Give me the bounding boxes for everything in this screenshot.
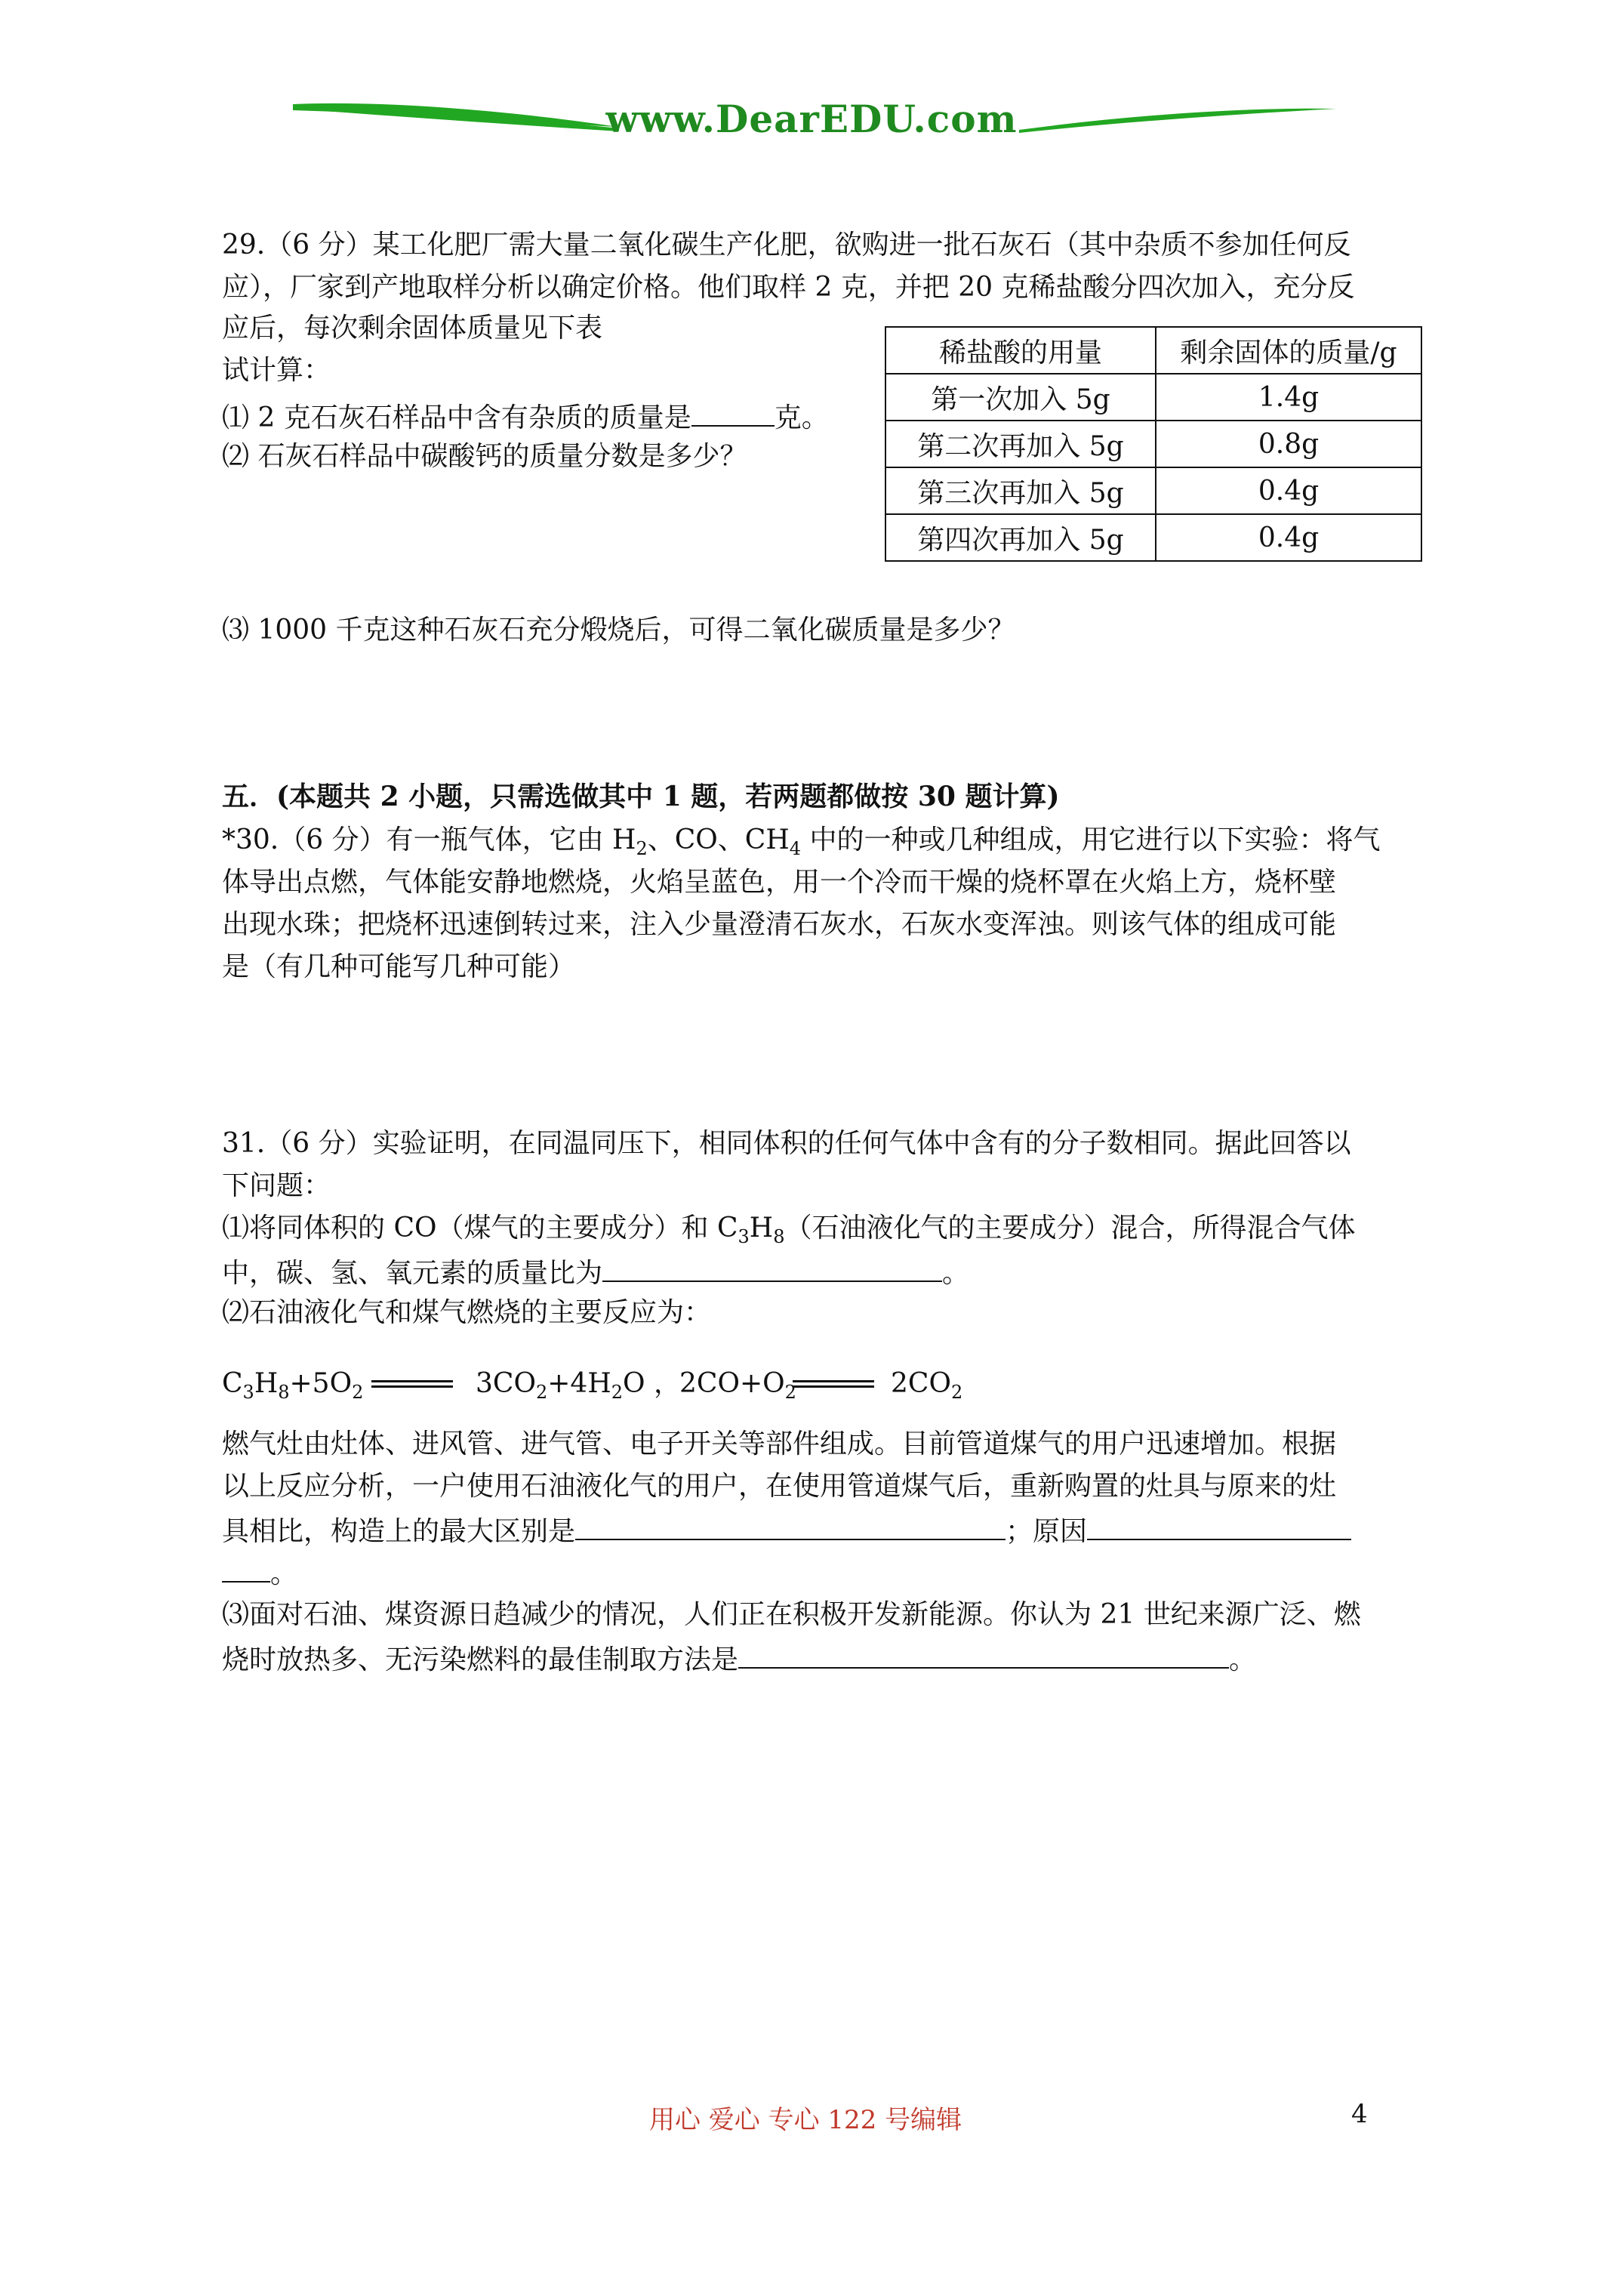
q29-line3: 应后，每次剩余固体质量见下表 xyxy=(222,313,603,344)
q31-para4 xyxy=(222,1552,297,1593)
q30-sub-4: 4 xyxy=(789,838,802,859)
section5-title-pre: 五．(本题共 2 小题，只需选做其中 xyxy=(222,781,663,812)
eq1-end: O ， xyxy=(623,1368,681,1399)
section5-title-num2: 30 xyxy=(917,781,956,812)
q31-p3-line2-text: 烧时放热多、无污染燃料的最佳制取方法是 xyxy=(222,1644,739,1675)
q31-p1-line2-end: 。 xyxy=(942,1258,970,1289)
reason-blank[interactable] xyxy=(1087,1510,1351,1540)
eq1-sub3: 3 xyxy=(242,1382,254,1403)
page-number: 4 xyxy=(1351,2099,1368,2129)
table-header-row xyxy=(885,327,1421,374)
table-header-cell: 剩余固体的质量/g xyxy=(1156,327,1421,374)
section5-title-num: 1 xyxy=(662,781,682,812)
q31-p1-c: （石油液化气的主要成分）混合，所得混合气体 xyxy=(784,1213,1356,1244)
eq1-sub8: 8 xyxy=(278,1382,290,1403)
equation-2-products xyxy=(891,1365,962,1403)
q29-line2: 应），厂家到产地取样分析以确定价格。他们取样 2 克，并把 20 克稀盐酸分四次加入，充分反 xyxy=(222,272,1355,303)
q31-part3-line1: ⑶面对石油、煤资源日趋减少的情况，人们正在积极开发新能源。你认为 21 世纪来源广泛、燃 xyxy=(222,1599,1361,1630)
q31-part1-line1 xyxy=(222,1210,1355,1247)
section5-title-post: 题计算) xyxy=(955,781,1060,812)
table-row xyxy=(885,421,1421,467)
equation-2-equals xyxy=(793,1380,874,1388)
equation-1-equals xyxy=(371,1380,453,1388)
eq1-prod-sub2b: 2 xyxy=(611,1382,623,1403)
q29-part1 xyxy=(222,396,829,437)
eq1-h: H xyxy=(254,1368,279,1399)
mass-ratio-answer-blank[interactable] xyxy=(602,1252,942,1282)
q29-part3: ⑶ 1000 千克这种石灰石充分煅烧后，可得二氧化碳质量是多少？ xyxy=(222,615,1015,646)
fuel-method-blank[interactable] xyxy=(738,1638,1229,1669)
equation-1-products xyxy=(476,1365,681,1403)
eq1-o: +5O xyxy=(289,1368,353,1399)
table-header-cell: 稀盐酸的用量 xyxy=(885,327,1156,374)
eq1-co: 3CO xyxy=(476,1368,536,1399)
table-cell: 1.4g xyxy=(1156,374,1421,421)
q31-para3-text: 具相比，构造上的最大区别是 xyxy=(222,1516,576,1547)
table-cell: 第二次再加入 5g xyxy=(885,421,1156,467)
section5-title xyxy=(222,778,1060,816)
q31-p1-b: H xyxy=(749,1213,774,1244)
table-cell: 第三次再加入 5g xyxy=(885,467,1156,514)
q31-p1-a: ⑴将同体积的 CO（煤气的主要成分）和 C xyxy=(222,1213,738,1244)
table-cell: 0.4g xyxy=(1156,514,1421,561)
structure-difference-blank[interactable] xyxy=(575,1510,1006,1540)
table-cell: 第一次加入 5g xyxy=(885,374,1156,421)
table-row xyxy=(885,467,1421,514)
q31-para4-end: 。 xyxy=(270,1558,298,1589)
q31-para2: 以上反应分析，一户使用石油液化气的用户，在使用管道煤气后，重新购置的灶具与原来的灶 xyxy=(222,1471,1337,1502)
table-cell: 第四次再加入 5g xyxy=(885,514,1156,561)
q29-part2: ⑵ 石灰石样品中碳酸钙的质量分数是多少？ xyxy=(222,441,747,472)
table-row xyxy=(885,374,1421,421)
q31-part1-line2 xyxy=(222,1252,969,1293)
q30-line1-a: *30.（6 分）有一瓶气体，它由 H xyxy=(222,824,636,855)
eq2-co-o: 2CO+O xyxy=(679,1368,785,1399)
table-cell: 0.4g xyxy=(1156,467,1421,514)
q30-line3: 出现水珠；把烧杯迅速倒转过来，注入少量澄清石灰水，石灰水变浑浊。则该气体的组成可能 xyxy=(222,909,1337,940)
eq1-c: C xyxy=(222,1368,243,1399)
eq2-co2: 2CO xyxy=(891,1368,951,1399)
footer-text: 用心 爱心 专心 122 号编辑 xyxy=(649,2105,962,2135)
q31-para1: 燃气灶由灶体、进风管、进气管、电子开关等部件组成。目前管道煤气的用户迅速增加。根据 xyxy=(222,1428,1337,1459)
eq1-sub2: 2 xyxy=(352,1382,364,1403)
q29-data-table xyxy=(885,326,1422,562)
q30-line1-b: 、CO、CH xyxy=(647,824,790,855)
q31-part2-intro: ⑵石油液化气和煤气燃烧的主要反应为： xyxy=(222,1297,712,1328)
eq2-prod-sub2: 2 xyxy=(950,1382,963,1403)
q30-line2: 体导出点燃，气体能安静地燃烧，火焰呈蓝色，用一个冷而干燥的烧杯罩在火焰上方，烧杯壁 xyxy=(222,867,1337,898)
q31-p1-line2-text: 中，碳、氢、氧元素的质量比为 xyxy=(222,1258,603,1289)
eq2-sub2: 2 xyxy=(784,1382,796,1403)
q31-sub-3: 3 xyxy=(738,1226,750,1247)
site-url: www.DearEDU.com xyxy=(605,97,1018,141)
equation-1-reactants xyxy=(222,1365,363,1403)
header-banner xyxy=(0,0,1623,181)
q31-p3-line2-end: 。 xyxy=(1229,1644,1257,1675)
table-cell: 0.8g xyxy=(1156,421,1421,467)
q30-line1 xyxy=(222,821,1380,859)
q31-para3-reason: ；原因 xyxy=(1006,1516,1088,1547)
q29-line4: 试计算： xyxy=(222,355,331,386)
reason-blank-continued[interactable] xyxy=(222,1552,270,1583)
q29-part1-answer-blank[interactable] xyxy=(691,396,775,427)
eq1-h2: +4H xyxy=(547,1368,611,1399)
table-row xyxy=(885,514,1421,561)
q30-line4: 是（有几种可能写几种可能） xyxy=(222,951,576,982)
q31-line1: 31.（6 分）实验证明，在同温同压下，相同体积的任何气体中含有的分子数相同。据此回答以 xyxy=(222,1128,1351,1159)
q31-para3 xyxy=(222,1510,1351,1551)
q29-part1-text: ⑴ 2 克石灰石样品中含有杂质的质量是 xyxy=(222,402,691,433)
q29-part1-unit: 克。 xyxy=(774,402,829,433)
q31-sub-8: 8 xyxy=(773,1226,785,1247)
equation-2-reactants xyxy=(679,1365,796,1403)
q31-part3-line2 xyxy=(222,1638,1256,1679)
q29-line1: 29.（6 分）某工化肥厂需大量二氧化碳生产化肥，欲购进一批石灰石（其中杂质不参加任何反 xyxy=(222,230,1351,260)
eq1-prod-sub2: 2 xyxy=(535,1382,548,1403)
q31-line2: 下问题： xyxy=(222,1170,331,1201)
q30-sub-2: 2 xyxy=(636,838,648,859)
q30-line1-c: 中的一种或几种组成，用它进行以下实验：将气 xyxy=(801,824,1381,855)
section5-title-mid: 题，若两题都做按 xyxy=(681,781,918,812)
